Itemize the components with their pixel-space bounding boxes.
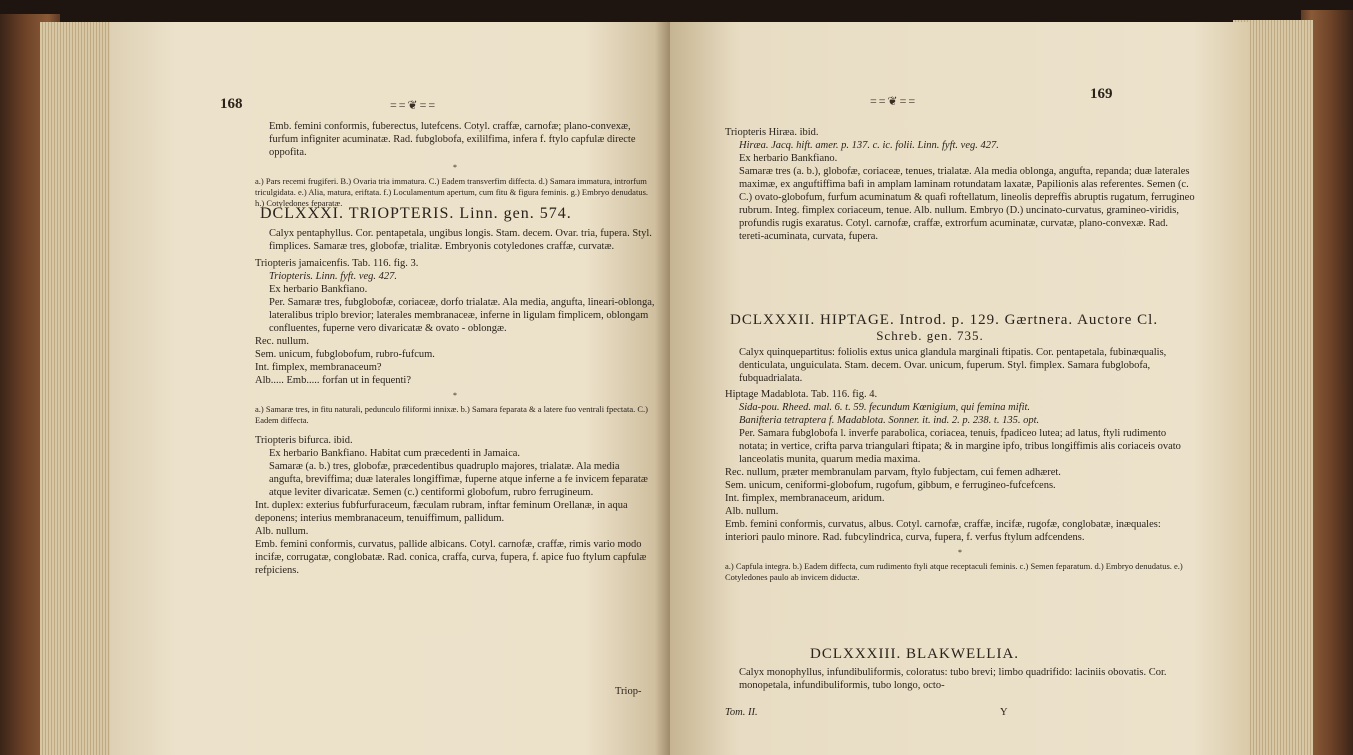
integument-description: Int. fimplex, membranaceum? <box>255 362 382 373</box>
emb-block: Emb. femini conformis, fuberectus, lutefcens. Cotyl. craffæ, carnofæ; plano-convexæ, furfum infigniter acuminatæ. Rad. fubglobofa, exililfima, infera f. ftylo capfulæ directe oppofita. <box>269 121 636 158</box>
section-heading: DCLXXXII. HIPTAGE. Introd. p. 129. Gærtnera. Auctore Cl. <box>730 312 1159 328</box>
left-text-column <box>255 120 655 209</box>
left-page <box>110 22 670 755</box>
species-heading: Triopteris Hiræa. ibid. <box>725 127 819 138</box>
pericarp-description: Per. Samara fubglobofa l. inverfe parabolica, coriacea, tenuis, fpadiceo lutea; ad latus, ftyli rudimento notata; in vertice, crifta parva triangulari ftipata; & in margine ipfo, tribus longiffimis alis coriaceis ovato lanceolatis munita, quarum media maxima. <box>739 428 1181 465</box>
genus-description: Calyx quinquepartitus: foliolis extus unica glandula marginali ftipatis. Cor. pentapetala, fubinæqualis, denticulata, unguiculata. Stam. decem. Ovar. unicum, fuperum. Styl. fimplex. Samara fubglobofa, fubquadrialata. <box>739 347 1167 384</box>
header-ornament: ==❦== <box>870 94 918 108</box>
receptacle-description: Rec. nullum, præter membranulam parvam, ftylo fubjectam, cui femen adhæret. <box>725 467 1061 478</box>
albumen-description: Alb..... Emb..... forfan ut in fequenti? <box>255 375 412 386</box>
genus-description: Calyx pentaphyllus. Cor. pentapetala, ungibus longis. Stam. decem. Ovar. tria, fupera. Styl. fimplices. Samaræ tres, globofæ, trialitæ. Embryonis cotyledones craffæ, curvatæ. <box>269 228 652 252</box>
left-page-edges <box>40 22 120 755</box>
integument-description: Int. fimplex, membranaceum, aridum. <box>725 493 885 504</box>
species-heading: Hiptage Madablota. Tab. 116. fig. 4. <box>725 389 878 400</box>
genus-description: Calyx monophyllus, infundibuliformis, coloratus: tubo brevi; limbo quadrifido: laciniis obovatis. Cor. monopetala, infundibuliformis, tubo longo, octo- <box>739 667 1167 691</box>
samara-description: Samaræ tres (a. b.), globofæ, coriaceæ, tenues, trialatæ. Ala media oblonga, angufta, repanda; duæ laterales maximæ, ex anguftiffima bafi in amplam laminam rotundatam laxatæ, Papilionis alas referentes. Semen (c. C.) ovato-globofum, furfum acuminatum & quafi roftellatum, lineolis depreffis abruptis rugatum, ferrugineo rubrum. Integ. fimplex coriaceum, tenue. Alb. nullum. Embryo (D.) uncinato-curvatus, gramineo-viridis, profundis rugis exaratus. Cotyl. carnofæ, craffæ, extrorfum acuminatæ, curvatæ, plano-convexæ. Rad. tereti-acuminata, curvata, fupera. <box>739 166 1195 242</box>
samara-description: Samaræ (a. b.) tres, globofæ, præcedentibus quadruplo majores, trialatæ. Ala media angufta, breviffima; duæ laterales longiffimæ, fuperne atque inferne a fe invicem feparatæ atque leviter divaricatæ. Semen (c.) centiformi globofum, rubro ferrugineum. <box>269 461 648 498</box>
synonym: Sida-pou. Rheed. mal. 6. t. 59. fecundum Kœnigium, qui femina mifit. <box>739 402 1031 413</box>
pericarp-description: Per. Samaræ tres, fubglobofæ, coriaceæ, dorfo trialatæ. Ala media, angufta, lineari-oblonga, lateralibus triplo brevior; laterales membranaceæ, inferne in ligulam fimplicem, oblongam confluentes, fuperne vero divaricatæ & ovato - oblongæ. <box>269 297 655 334</box>
synonym: Hiræa. Jacq. hift. amer. p. 137. c. ic. folii. Linn. fyft. veg. 427. <box>739 140 999 151</box>
albumen-description: Alb. nullum. <box>255 526 309 537</box>
footnote: a.) Samaræ tres, in fitu naturali, pedunculo filiformi innixæ. b.) Samara feparata & a latere fuo ventrali fpectata. C.) Eadem diffecta. <box>255 404 648 425</box>
integument-description: Int. duplex: exterius fubfurfuraceum, fæculam rubram, inftar feminum Orellanæ, in aqua deponens; interius membranaceum, tenuiffimum, pallidum. <box>255 500 628 524</box>
section-heading: DCLXXXI. TRIOPTERIS. Linn. gen. 574. <box>260 205 572 222</box>
footnote: a.) Capfula integra. b.) Eadem diffecta, cum rudimento ftyli atque receptaculi feminis. c.) Semen feparatum. d.) Embryo denudatus. e.) Cotyledones paulo ab invicem diductæ. <box>725 561 1183 582</box>
left-text-column-2 <box>255 227 655 577</box>
header-ornament: ==❦== <box>390 98 438 112</box>
right-text-column-3 <box>725 666 1195 692</box>
herbarium-note: Ex herbario Bankfiano. <box>739 153 838 164</box>
synonym: Triopteris. Linn. fyft. veg. 427. <box>269 271 398 282</box>
receptacle-description: Rec. nullum. <box>255 336 309 347</box>
right-text-column <box>725 126 1195 243</box>
synonym: Banifteria tetraptera f. Madablota. Sonner. it. ind. 2. p. 238. t. 135. opt. <box>739 415 1040 426</box>
footnote: a.) Pars recemi frugiferi. B.) Ovaria tria immatura. C.) Eadem transverfim diffecta. d.) Samara immatura, introrfum triculgidata. e.) Alia, matura, eriftata. f.) Loculamentum apertum, cum fitu & figura feminis. g.) Embryo denudatus. h.) Cotyledones feparatæ. <box>255 176 649 208</box>
page-number: 169 <box>1090 86 1113 102</box>
species-heading: Triopteris bifurca. ibid. <box>255 435 353 446</box>
volume-footer: Tom. II. <box>725 707 758 718</box>
seed-description: Sem. unicum, ceniformi-globofum, rugofum, gibbum, e ferrugineo-fufcefcens. <box>725 480 1056 491</box>
herbarium-note: Ex herbario Bankfiano. <box>269 284 368 295</box>
page-number: 168 <box>220 96 243 112</box>
catchword: Triop- <box>615 686 642 697</box>
section-heading: DCLXXXIII. BLAKWELLIA. <box>810 646 1020 662</box>
seed-description: Sem. unicum, fubglobofum, rubro-fufcum. <box>255 349 435 360</box>
divider: * <box>958 548 962 557</box>
section-heading-author: Schreb. gen. 735. <box>876 328 984 343</box>
embryo-description: Emb. femini conformis, curvatus, albus. Cotyl. carnofæ, craffæ, incifæ, rugofæ, conglobatæ, inæquales: interiori paulo minore. Rad. fubcylindrica, curva, fupera, f. verfus ftylum adfcendens. <box>725 519 1161 543</box>
species-heading: Triopteris jamaicenfis. Tab. 116. fig. 3. <box>255 258 419 269</box>
divider: * <box>453 163 457 172</box>
divider: * <box>453 391 457 400</box>
right-text-column-2 <box>725 346 1195 583</box>
embryo-description: Emb. femini conformis, curvatus, pallide albicans. Cotyl. carnofæ, craffæ, rimis vario modo incifæ, corrugatæ, conglobatæ. Rad. conica, craffa, curva, fupera, f. apice fuo ftylum capfulæ refpiciens. <box>255 539 647 576</box>
albumen-description: Alb. nullum. <box>725 506 779 517</box>
herbarium-note: Ex herbario Bankfiano. Habitat cum præcedenti in Jamaica. <box>269 448 521 459</box>
signature-mark: Y <box>1000 707 1008 718</box>
right-page <box>670 22 1250 755</box>
